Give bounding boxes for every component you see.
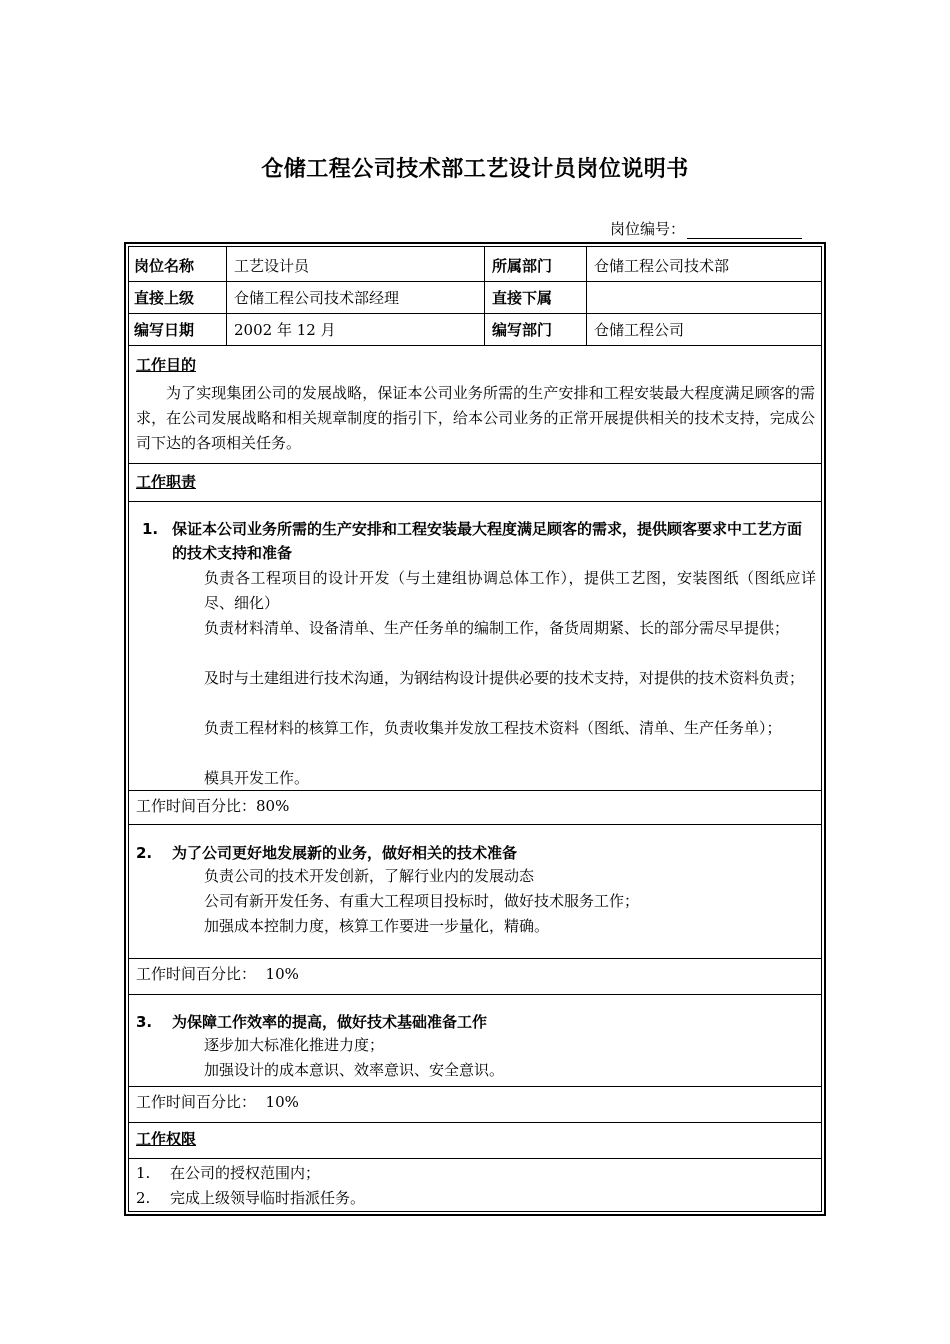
duty-2-bullet-1: 负责公司的技术开发创新，了解行业内的发展动态 — [204, 867, 535, 885]
duties-heading: 工作职责 — [136, 473, 197, 491]
duty-1-bullet-1: 负责各工程项目的设计开发（与土建组协调总体工作），提供工艺图，安装图纸（图纸应详尽、细化） — [204, 569, 816, 612]
duty-2-title: 为了公司更好地发展新的业务，做好相关的技术准备 — [172, 844, 518, 862]
prepared-department-value: 仓储工程公司 — [594, 321, 685, 339]
duty-1-bullet-3: 及时与土建组进行技术沟通，为钢结构设计提供必要的技术支持，对提供的技术资料负责； — [204, 669, 805, 687]
prepared-date-label: 编写日期 — [134, 321, 195, 339]
row-divider — [128, 501, 822, 502]
position-name-value: 工艺设计员 — [234, 257, 310, 275]
direct-superior-value: 仓储工程公司技术部经理 — [234, 289, 400, 307]
duty-2-bullet-2: 公司有新开发任务、有重大工程项目投标时，做好技术服务工作； — [204, 892, 640, 910]
authority-2-number: 2. — [136, 1189, 151, 1207]
duty-3-bullet-1: 逐步加大标准化推进力度； — [204, 1036, 385, 1054]
duty-1-title: 保证本公司业务所需的生产安排和工程安装最大程度满足顾客的需求，提供顾客要求中工艺方面的技术支持和准备 — [172, 520, 803, 562]
row-divider — [128, 463, 822, 464]
duty-1-bullet-4: 负责工程材料的核算工作，负责收集并发放工程技术资料（图纸、清单、生产任务单）； — [204, 719, 782, 737]
row-divider — [128, 824, 822, 825]
duty-3-title: 为保障工作效率的提高，做好技术基础准备工作 — [172, 1013, 488, 1031]
row-divider — [128, 1122, 822, 1123]
purpose-text: 为了实现集团公司的发展战略，保证本公司业务所需的生产安排和工程安装最大程度满足顾客的需求，在公司发展战略和相关规章制度的指引下，给本公司业务的正常开展提供相关的技术支持，完成公司下达的各项相关任务。 — [136, 384, 815, 452]
column-divider — [586, 246, 587, 346]
row-divider — [128, 345, 822, 346]
post-number-blank — [687, 224, 802, 239]
row-divider — [128, 1086, 822, 1087]
prepared-department-label: 编写部门 — [492, 321, 553, 339]
duty-2-number: 2. — [136, 844, 153, 862]
row-divider — [128, 958, 822, 959]
prepared-date-value: 2002 年 12 月 — [234, 321, 336, 339]
post-number-label: 岗位编号： — [610, 220, 686, 238]
duty-1-bullet-2: 负责材料清单、设备清单、生产任务单的编制工作，备货周期紧、长的部分需尽早提供； — [204, 619, 790, 637]
direct-superior-label: 直接上级 — [134, 289, 195, 307]
purpose-heading: 工作目的 — [136, 356, 197, 374]
department-value: 仓储工程公司技术部 — [594, 257, 730, 275]
authority-1-number: 1. — [136, 1164, 151, 1182]
document-title: 仓储工程公司技术部工艺设计员岗位说明书 — [261, 157, 689, 182]
post-number-field — [610, 218, 802, 239]
duty-3-time-percent: 工作时间百分比： 10% — [136, 1093, 299, 1111]
duty-2-bullet-3: 加强成本控制力度，核算工作要进一步量化，精确。 — [204, 917, 550, 935]
duty-1-time-percent: 工作时间百分比：80% — [136, 797, 290, 815]
duty-3-number: 3. — [136, 1013, 153, 1031]
authority-1-text: 在公司的授权范围内； — [170, 1164, 321, 1182]
row-divider — [128, 1158, 822, 1159]
column-divider — [226, 246, 227, 346]
authority-2-text: 完成上级领导临时指派任务。 — [170, 1189, 366, 1207]
position-name-label: 岗位名称 — [134, 257, 195, 275]
authority-heading: 工作权限 — [136, 1130, 197, 1148]
duty-1-number: 1. — [142, 520, 159, 538]
duty-3-bullet-2: 加强设计的成本意识、效率意识、安全意识。 — [204, 1061, 505, 1079]
row-divider — [128, 994, 822, 995]
department-label: 所属部门 — [492, 257, 553, 275]
duty-1-bullet-5: 模具开发工作。 — [204, 769, 310, 787]
direct-subordinate-label: 直接下属 — [492, 289, 553, 307]
column-divider — [484, 246, 485, 346]
duty-2-time-percent: 工作时间百分比： 10% — [136, 965, 299, 983]
row-divider — [128, 313, 822, 314]
row-divider — [128, 281, 822, 282]
